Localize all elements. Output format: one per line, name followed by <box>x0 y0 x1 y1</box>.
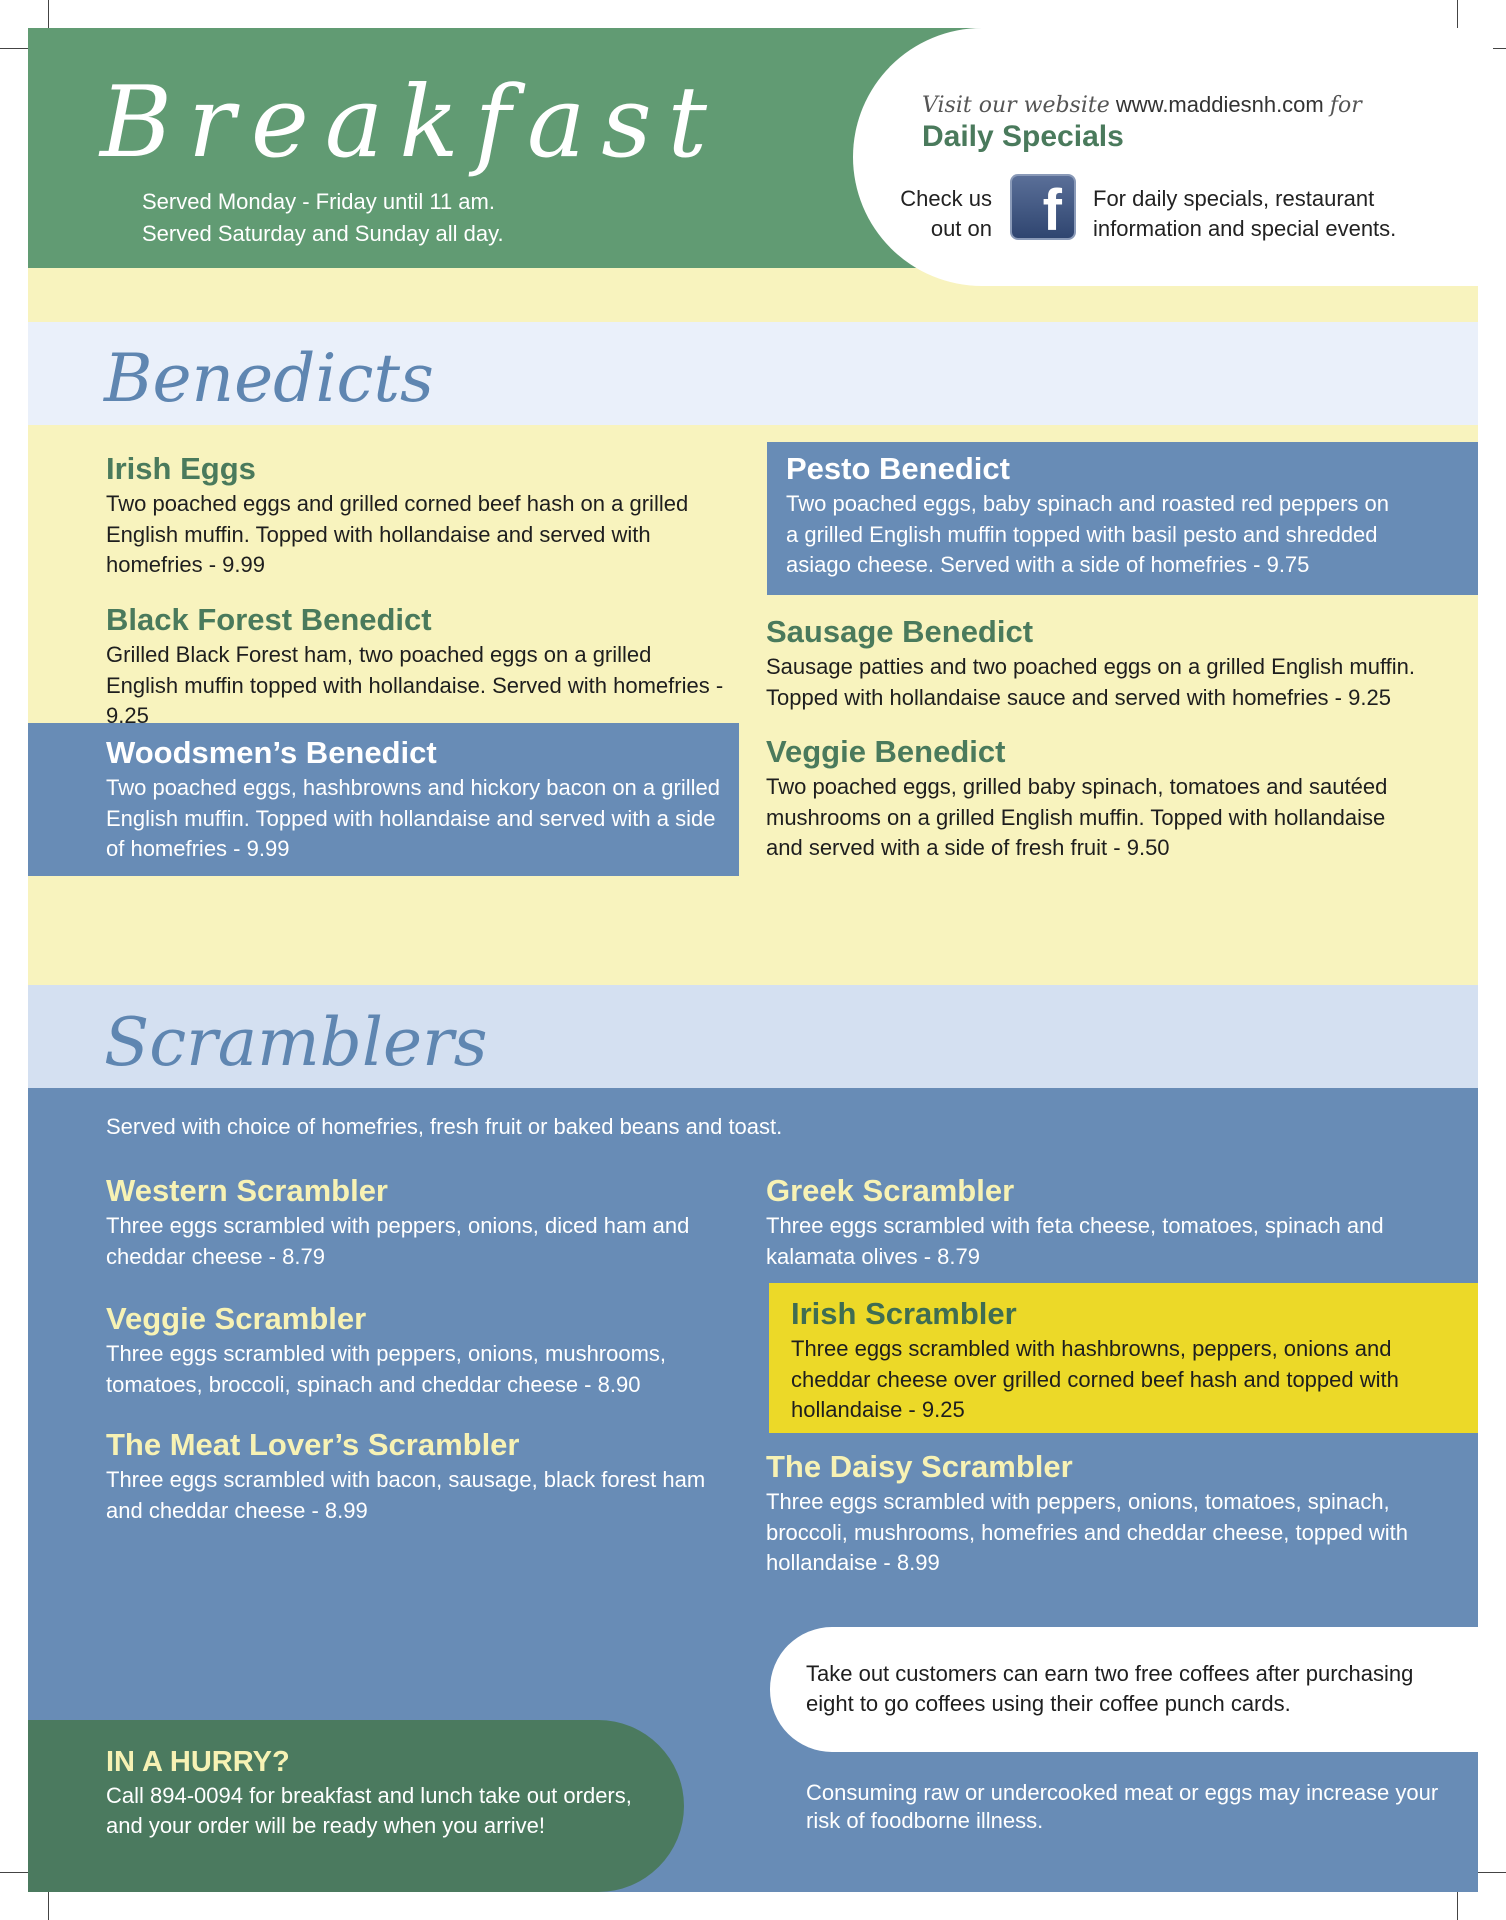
facebook-text-line2: information and special events. <box>1093 216 1397 241</box>
menu-item-desc: Three eggs scrambled with bacon, sausage, black forest ham and cheddar cheese - 8.99 <box>106 1467 706 1523</box>
visit-suffix: for <box>1329 93 1362 118</box>
menu-item-desc: Grilled Black Forest ham, two poached eggs on a grilled English muffin topped with hollandaise. Served with homefries - 9.25 <box>106 642 724 728</box>
menu-item-desc: Three eggs scrambled with peppers, onions, tomatoes, spinach, broccoli, mushrooms, homefries and cheddar cheese, topped with hollandaise - 8.99 <box>766 1489 1409 1575</box>
menu-item-name: Veggie Scrambler <box>106 1301 367 1336</box>
menu-item <box>766 1173 1416 1272</box>
crop-mark <box>48 1888 49 1920</box>
food-safety-warning: Consuming raw or undercooked meat or eggs may increase your risk of foodborne illness. <box>806 1780 1439 1833</box>
menu-item-desc: Three eggs scrambled with feta cheese, tomatoes, spinach and kalamata olives - 8.79 <box>766 1213 1384 1269</box>
visit-prefix: Visit our website <box>922 93 1110 118</box>
menu-item-name: Veggie Benedict <box>766 734 1006 769</box>
menu-item <box>766 614 1416 713</box>
page-title: Breakfast <box>100 66 724 180</box>
menu-item <box>766 734 1416 864</box>
menu-item <box>106 451 726 581</box>
menu-item-name: Western Scrambler <box>106 1173 388 1208</box>
facebook-glyph: f <box>1042 178 1062 243</box>
menu-item-name: Woodsmen’s Benedict <box>106 735 437 770</box>
menu-item-name: The Meat Lover’s Scrambler <box>106 1427 520 1462</box>
menu-item-desc: Two poached eggs, baby spinach and roasted red peppers on a grilled English muffin topped with basil pesto and shredded asiago cheese. Served with a side of homefries - 9.75 <box>786 491 1389 577</box>
menu-item-desc: Two poached eggs, hashbrowns and hickory bacon on a grilled English muffin. Topped with hollandaise and served with a side of homefries - 9.99 <box>106 775 720 861</box>
weekday-hours: Served Monday - Friday until 11 am. <box>142 189 495 214</box>
benedicts-title: Benedicts <box>104 340 434 417</box>
menu-item <box>791 1296 1411 1426</box>
menu-item <box>786 451 1406 581</box>
menu-item-name: Black Forest Benedict <box>106 602 432 637</box>
menu-item-name: Sausage Benedict <box>766 614 1034 649</box>
hurry-title: IN A HURRY? <box>106 1746 290 1778</box>
check-us-line2: out on <box>930 216 992 241</box>
facebook-description <box>1093 184 1473 244</box>
takeout-text: Take out customers can earn two free coffees after purchasing eight to go coffees using their coffee punch cards. <box>806 1661 1414 1716</box>
website-link[interactable]: www.maddiesnh.com <box>1115 92 1324 117</box>
daily-specials-heading: Daily Specials <box>922 120 1124 153</box>
menu-item-name: Greek Scrambler <box>766 1173 1015 1208</box>
scramblers-intro: Served with choice of homefries, fresh fruit or baked beans and toast. <box>106 1114 783 1139</box>
menu-item-name: The Daisy Scrambler <box>766 1449 1073 1484</box>
menu-item-desc: Three eggs scrambled with peppers, onions, diced ham and cheddar cheese - 8.79 <box>106 1213 690 1269</box>
specials-callout <box>853 28 1493 286</box>
menu-item <box>106 1427 726 1526</box>
menu-item-name: Irish Scrambler <box>791 1296 1017 1331</box>
menu-item-desc: Two poached eggs, grilled baby spinach, tomatoes and sautéed mushrooms on a grilled English muffin. Topped with hollandaise and served with a side of fresh fruit - 9.50 <box>766 774 1388 860</box>
check-us-text <box>880 184 992 244</box>
menu-item-desc: Sausage patties and two poached eggs on a grilled English muffin. Topped with hollandaise sauce and served with homefries - 9.25 <box>766 654 1416 710</box>
menu-item <box>106 1173 726 1272</box>
hurry-text: Call 894-0094 for breakfast and lunch take out orders, and your order will be ready when you arrive! <box>106 1783 632 1838</box>
menu-item-name: Pesto Benedict <box>786 451 1010 486</box>
menu-item <box>106 735 726 865</box>
menu-item-desc: Three eggs scrambled with peppers, onions, mushrooms, tomatoes, broccoli, spinach and cheddar cheese - 8.90 <box>106 1341 667 1397</box>
scramblers-title: Scramblers <box>104 1004 488 1081</box>
menu-item-desc: Two poached eggs and grilled corned beef hash on a grilled English muffin. Topped with hollandaise and served with homefries - 9.99 <box>106 491 689 577</box>
facebook-icon[interactable] <box>1010 174 1076 243</box>
menu-item-desc: Three eggs scrambled with hashbrowns, peppers, onions and cheddar cheese over grilled corned beef hash and topped with hollandaise - 9.25 <box>791 1336 1399 1422</box>
menu-item <box>106 1301 726 1400</box>
menu-item <box>106 602 726 732</box>
facebook-text-line1: For daily specials, restaurant <box>1093 186 1375 211</box>
crop-mark <box>1474 1872 1506 1873</box>
crop-mark <box>1457 1888 1458 1920</box>
check-us-line1: Check us <box>900 186 992 211</box>
menu-item <box>766 1449 1416 1579</box>
weekend-hours: Served Saturday and Sunday all day. <box>142 221 504 246</box>
menu-item-name: Irish Eggs <box>106 451 256 486</box>
website-line <box>922 92 1362 118</box>
